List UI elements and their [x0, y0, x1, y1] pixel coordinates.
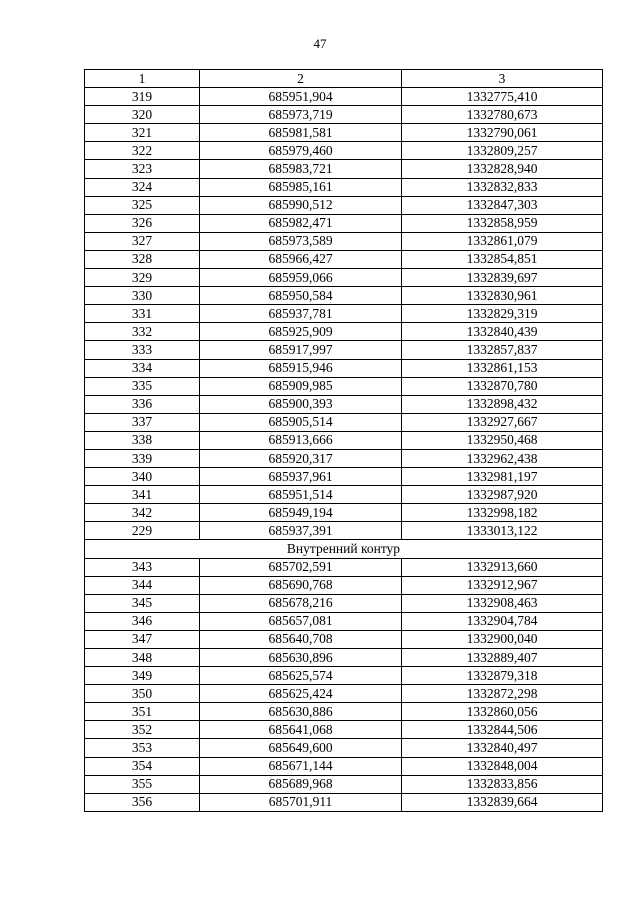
table-row — [85, 106, 603, 124]
table-row — [85, 395, 603, 413]
y-coordinate-cell: 1332912,967 — [402, 576, 603, 594]
point-number-cell: 343 — [85, 558, 200, 576]
y-coordinate-cell: 1332833,856 — [402, 775, 603, 793]
point-number-cell: 337 — [85, 413, 200, 431]
table-row — [85, 341, 603, 359]
x-coordinate-cell: 685641,068 — [200, 721, 402, 739]
point-number-cell: 334 — [85, 359, 200, 377]
table-row — [85, 649, 603, 667]
y-coordinate-cell: 1332987,920 — [402, 486, 603, 504]
x-coordinate-cell: 685689,968 — [200, 775, 402, 793]
point-number-cell: 229 — [85, 522, 200, 540]
table-row — [85, 504, 603, 522]
x-coordinate-cell: 685915,946 — [200, 359, 402, 377]
x-coordinate-cell: 685937,961 — [200, 468, 402, 486]
y-coordinate-cell: 1332839,664 — [402, 793, 603, 811]
x-coordinate-cell: 685625,574 — [200, 667, 402, 685]
x-coordinate-cell: 685951,904 — [200, 88, 402, 106]
table-row — [85, 757, 603, 775]
point-number-cell: 355 — [85, 775, 200, 793]
x-coordinate-cell: 685950,584 — [200, 287, 402, 305]
section-label: Внутренний контур — [85, 540, 603, 558]
point-number-cell: 333 — [85, 341, 200, 359]
point-number-cell: 356 — [85, 793, 200, 811]
y-coordinate-cell: 1332861,153 — [402, 359, 603, 377]
y-coordinate-cell: 1332857,837 — [402, 341, 603, 359]
x-coordinate-cell: 685678,216 — [200, 594, 402, 612]
table-row — [85, 196, 603, 214]
x-coordinate-cell: 685701,911 — [200, 793, 402, 811]
table-row — [85, 449, 603, 467]
table-row — [85, 214, 603, 232]
y-coordinate-cell: 1332809,257 — [402, 142, 603, 160]
table-header-row — [85, 70, 603, 88]
x-coordinate-cell: 685937,391 — [200, 522, 402, 540]
y-coordinate-cell: 1332900,040 — [402, 630, 603, 648]
y-coordinate-cell: 1332908,463 — [402, 594, 603, 612]
x-coordinate-cell: 685900,393 — [200, 395, 402, 413]
y-coordinate-cell: 1332889,407 — [402, 649, 603, 667]
x-coordinate-cell: 685966,427 — [200, 250, 402, 268]
header-cell-1: 1 — [85, 70, 200, 88]
y-coordinate-cell: 1332998,182 — [402, 504, 603, 522]
table-row — [85, 486, 603, 504]
x-coordinate-cell: 685979,460 — [200, 142, 402, 160]
x-coordinate-cell: 685973,719 — [200, 106, 402, 124]
x-coordinate-cell: 685990,512 — [200, 196, 402, 214]
point-number-cell: 319 — [85, 88, 200, 106]
x-coordinate-cell: 685630,886 — [200, 703, 402, 721]
table-row — [85, 576, 603, 594]
table-row — [85, 630, 603, 648]
table-row — [85, 468, 603, 486]
x-coordinate-cell: 685920,317 — [200, 449, 402, 467]
point-number-cell: 320 — [85, 106, 200, 124]
point-number-cell: 327 — [85, 232, 200, 250]
point-number-cell: 335 — [85, 377, 200, 395]
x-coordinate-cell: 685981,581 — [200, 124, 402, 142]
point-number-cell: 354 — [85, 757, 200, 775]
table-row — [85, 305, 603, 323]
point-number-cell: 332 — [85, 323, 200, 341]
y-coordinate-cell: 1332839,697 — [402, 269, 603, 287]
table-row — [85, 431, 603, 449]
y-coordinate-cell: 1332870,780 — [402, 377, 603, 395]
point-number-cell: 338 — [85, 431, 200, 449]
table-row — [85, 667, 603, 685]
point-number-cell: 348 — [85, 649, 200, 667]
table-row — [85, 88, 603, 106]
y-coordinate-cell: 1332858,959 — [402, 214, 603, 232]
x-coordinate-cell: 685909,985 — [200, 377, 402, 395]
x-coordinate-cell: 685640,708 — [200, 630, 402, 648]
x-coordinate-cell: 685690,768 — [200, 576, 402, 594]
y-coordinate-cell: 1332840,497 — [402, 739, 603, 757]
point-number-cell: 325 — [85, 196, 200, 214]
y-coordinate-cell: 1332790,061 — [402, 124, 603, 142]
coordinates-table — [84, 69, 603, 812]
table-row — [85, 250, 603, 268]
x-coordinate-cell: 685625,424 — [200, 685, 402, 703]
point-number-cell: 341 — [85, 486, 200, 504]
y-coordinate-cell: 1333013,122 — [402, 522, 603, 540]
table-row — [85, 685, 603, 703]
y-coordinate-cell: 1332840,439 — [402, 323, 603, 341]
point-number-cell: 330 — [85, 287, 200, 305]
point-number-cell: 352 — [85, 721, 200, 739]
table-row — [85, 703, 603, 721]
y-coordinate-cell: 1332927,667 — [402, 413, 603, 431]
x-coordinate-cell: 685937,781 — [200, 305, 402, 323]
point-number-cell: 350 — [85, 685, 200, 703]
x-coordinate-cell: 685985,161 — [200, 178, 402, 196]
table-row — [85, 594, 603, 612]
x-coordinate-cell: 685959,066 — [200, 269, 402, 287]
y-coordinate-cell: 1332780,673 — [402, 106, 603, 124]
x-coordinate-cell: 685657,081 — [200, 612, 402, 630]
x-coordinate-cell: 685905,514 — [200, 413, 402, 431]
y-coordinate-cell: 1332775,410 — [402, 88, 603, 106]
table-row — [85, 287, 603, 305]
page-number: 47 — [313, 36, 327, 51]
y-coordinate-cell: 1332828,940 — [402, 160, 603, 178]
x-coordinate-cell: 685983,721 — [200, 160, 402, 178]
table-row — [85, 232, 603, 250]
x-coordinate-cell: 685925,909 — [200, 323, 402, 341]
y-coordinate-cell: 1332904,784 — [402, 612, 603, 630]
point-number-cell: 342 — [85, 504, 200, 522]
point-number-cell: 323 — [85, 160, 200, 178]
table-row — [85, 377, 603, 395]
point-number-cell: 339 — [85, 449, 200, 467]
x-coordinate-cell: 685649,600 — [200, 739, 402, 757]
point-number-cell: 328 — [85, 250, 200, 268]
coordinates-table-body — [85, 70, 603, 812]
point-number-cell: 331 — [85, 305, 200, 323]
point-number-cell: 340 — [85, 468, 200, 486]
table-row — [85, 323, 603, 341]
x-coordinate-cell: 685913,666 — [200, 431, 402, 449]
x-coordinate-cell: 685951,514 — [200, 486, 402, 504]
point-number-cell: 353 — [85, 739, 200, 757]
x-coordinate-cell: 685982,471 — [200, 214, 402, 232]
table-row — [85, 413, 603, 431]
y-coordinate-cell: 1332860,056 — [402, 703, 603, 721]
y-coordinate-cell: 1332872,298 — [402, 685, 603, 703]
table-row — [85, 269, 603, 287]
x-coordinate-cell: 685630,896 — [200, 649, 402, 667]
x-coordinate-cell: 685973,589 — [200, 232, 402, 250]
header-cell-2: 2 — [200, 70, 402, 88]
point-number-cell: 347 — [85, 630, 200, 648]
y-coordinate-cell: 1332861,079 — [402, 232, 603, 250]
table-row — [85, 612, 603, 630]
header-cell-3: 3 — [402, 70, 603, 88]
point-number-cell: 349 — [85, 667, 200, 685]
point-number-cell: 336 — [85, 395, 200, 413]
y-coordinate-cell: 1332844,506 — [402, 721, 603, 739]
table-row — [85, 178, 603, 196]
table-row — [85, 124, 603, 142]
table-row — [85, 522, 603, 540]
x-coordinate-cell: 685949,194 — [200, 504, 402, 522]
y-coordinate-cell: 1332832,833 — [402, 178, 603, 196]
point-number-cell: 351 — [85, 703, 200, 721]
table-row — [85, 793, 603, 811]
x-coordinate-cell: 685702,591 — [200, 558, 402, 576]
point-number-cell: 322 — [85, 142, 200, 160]
y-coordinate-cell: 1332898,432 — [402, 395, 603, 413]
x-coordinate-cell: 685917,997 — [200, 341, 402, 359]
table-row — [85, 359, 603, 377]
y-coordinate-cell: 1332847,303 — [402, 196, 603, 214]
point-number-cell: 326 — [85, 214, 200, 232]
point-number-cell: 329 — [85, 269, 200, 287]
point-number-cell: 321 — [85, 124, 200, 142]
section-row — [85, 540, 603, 558]
y-coordinate-cell: 1332829,319 — [402, 305, 603, 323]
y-coordinate-cell: 1332854,851 — [402, 250, 603, 268]
y-coordinate-cell: 1332848,004 — [402, 757, 603, 775]
table-row — [85, 721, 603, 739]
point-number-cell: 346 — [85, 612, 200, 630]
table-row — [85, 160, 603, 178]
table-row — [85, 775, 603, 793]
table-row — [85, 739, 603, 757]
y-coordinate-cell: 1332962,438 — [402, 449, 603, 467]
x-coordinate-cell: 685671,144 — [200, 757, 402, 775]
y-coordinate-cell: 1332950,468 — [402, 431, 603, 449]
y-coordinate-cell: 1332879,318 — [402, 667, 603, 685]
point-number-cell: 344 — [85, 576, 200, 594]
table-row — [85, 558, 603, 576]
y-coordinate-cell: 1332913,660 — [402, 558, 603, 576]
y-coordinate-cell: 1332981,197 — [402, 468, 603, 486]
point-number-cell: 345 — [85, 594, 200, 612]
y-coordinate-cell: 1332830,961 — [402, 287, 603, 305]
point-number-cell: 324 — [85, 178, 200, 196]
table-row — [85, 142, 603, 160]
